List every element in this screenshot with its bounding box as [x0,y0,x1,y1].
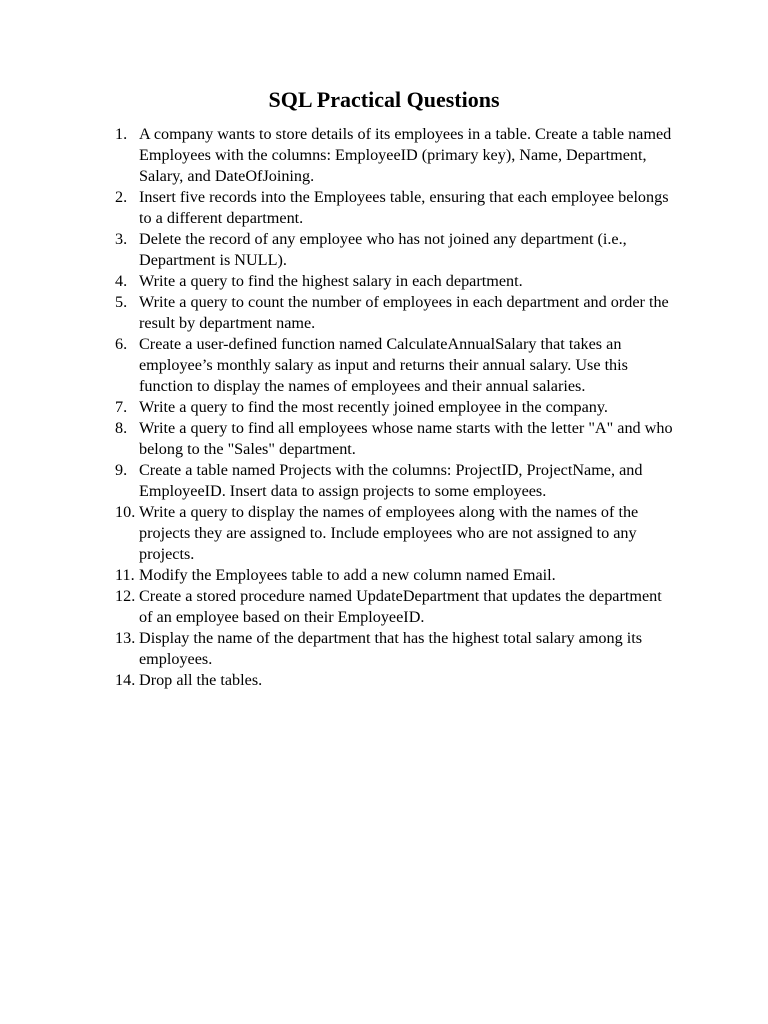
question-number: 12. [115,587,136,605]
question-text: Modify the Employees table to add a new column named Email. [139,566,556,584]
question-number: 8. [115,419,128,437]
question-text: Write a query to find the most recently joined employee in the company. [139,398,608,416]
question-item [115,271,675,292]
question-number: 2. [115,188,128,206]
question-number: 7. [115,398,128,416]
question-number: 11. [115,566,135,584]
question-number: 14. [115,671,136,689]
question-item [115,670,675,691]
question-item [115,418,675,460]
page-title: SQL Practical Questions [268,87,500,112]
question-number: 6. [115,335,128,353]
question-number: 3. [115,230,128,248]
question-text: Write a query to count the number of employees in each department and order the result by department name. [139,293,669,332]
question-item [115,502,675,565]
question-item [115,334,675,397]
question-item [115,292,675,334]
question-text: Display the name of the department that has the highest total salary among its employees. [139,629,643,668]
question-item [115,586,675,628]
question-number: 4. [115,272,128,290]
question-item [115,628,675,670]
question-item [115,397,675,418]
question-text: Insert five records into the Employees table, ensuring that each employee belongs to a different department. [139,188,669,227]
question-item [115,187,675,229]
question-text: Write a query to display the names of employees along with the names of the projects they are assigned to. Include employees who are not assigned to any projects. [139,503,639,563]
question-number: 9. [115,461,128,479]
question-number: 1. [115,125,128,143]
question-item [115,460,675,502]
question-list [115,124,675,691]
question-number: 13. [115,629,136,647]
question-text: Drop all the tables. [139,671,263,689]
question-number: 5. [115,293,128,311]
question-number: 10. [115,503,136,521]
question-text: A company wants to store details of its employees in a table. Create a table named Employees with the columns: EmployeeID (primary key), Name, Department, Salary, and DateOfJoining. [139,125,672,185]
question-text: Write a query to find the highest salary in each department. [139,272,523,290]
question-item [115,565,675,586]
question-text: Create a stored procedure named UpdateDepartment that updates the department of an employee based on their EmployeeID. [139,587,662,626]
question-item [115,229,675,271]
question-text: Create a user-defined function named CalculateAnnualSalary that takes an employee’s monthly salary as input and returns their annual salary. Use this function to display the names of employees and their annual salaries. [139,335,628,395]
question-text: Create a table named Projects with the columns: ProjectID, ProjectName, and EmployeeID. Insert data to assign projects to some employees. [139,461,643,500]
question-item [115,124,675,187]
question-text: Delete the record of any employee who has not joined any department (i.e., Department is NULL). [139,230,627,269]
question-text: Write a query to find all employees whose name starts with the letter "A" and who belong to the "Sales" department. [139,419,673,458]
